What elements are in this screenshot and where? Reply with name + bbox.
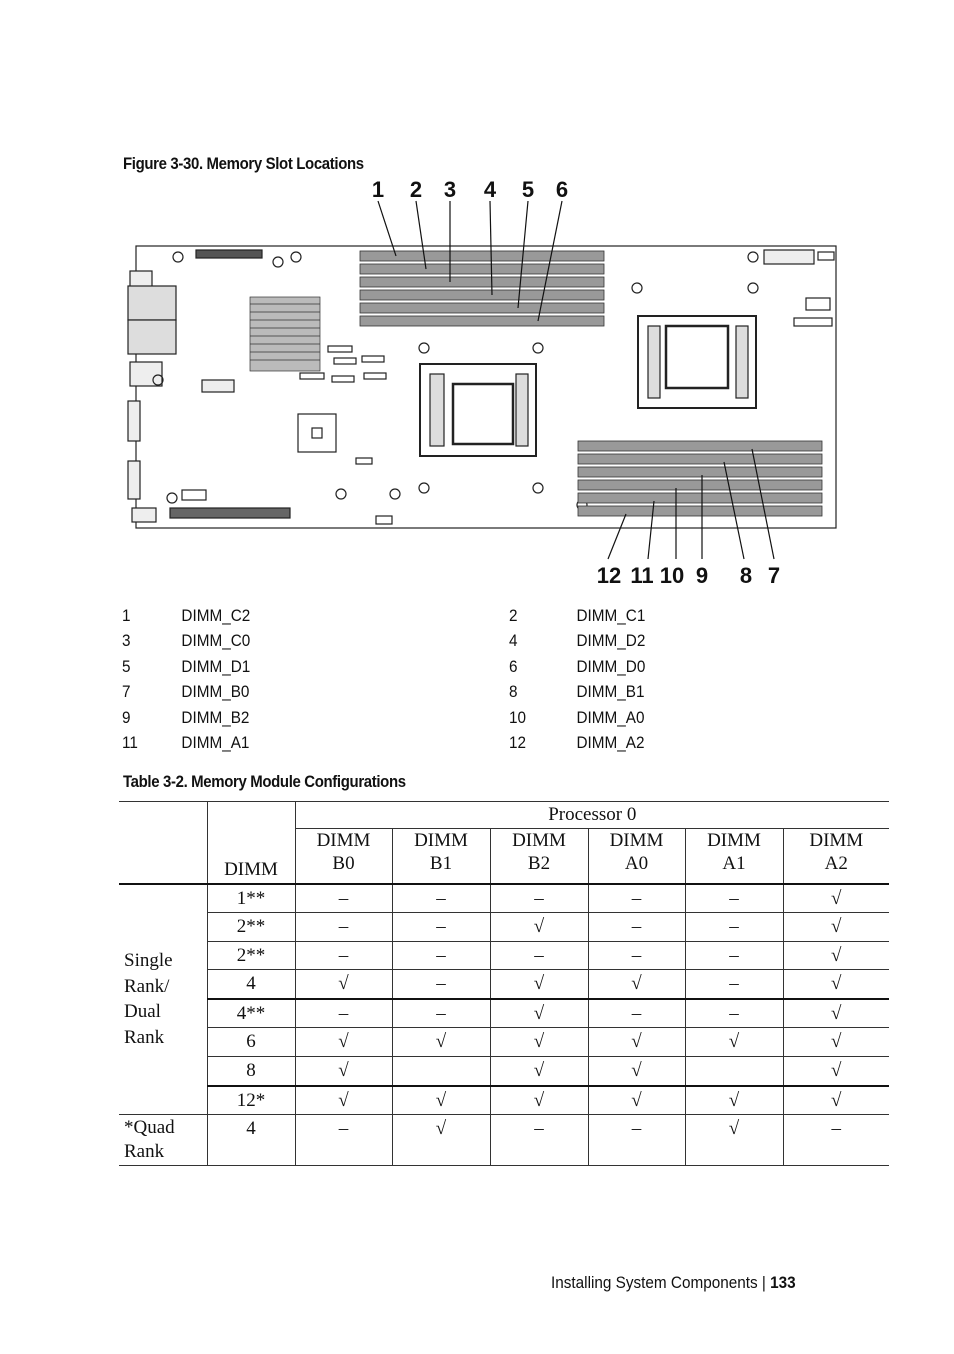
legend-row — [122, 732, 645, 758]
slot-population-cell: – — [392, 999, 490, 1028]
slot-population-cell: – — [295, 941, 392, 970]
slot-population-cell: – — [392, 970, 490, 999]
table-row — [119, 970, 889, 999]
page-footer — [551, 1273, 796, 1293]
callout-label: 12 — [596, 563, 622, 588]
slot-population-cell: √ — [783, 884, 889, 913]
sata-connector — [202, 380, 234, 392]
slot-population-cell: √ — [295, 1028, 392, 1057]
slot-population-cell — [685, 1057, 783, 1086]
table-row — [119, 1028, 889, 1057]
power-connector — [764, 250, 814, 264]
rank-label-line: Dual — [124, 1001, 161, 1023]
cpu-socket-1 — [420, 364, 536, 456]
slot-population-cell: √ — [588, 970, 685, 999]
cpu-socket-2 — [638, 316, 756, 408]
slot-population-cell: √ — [685, 1086, 783, 1115]
slot-population-cell: – — [685, 884, 783, 913]
callout-label: 2 — [409, 177, 423, 202]
column-header-a0: DIMM A0 — [588, 829, 685, 884]
callout-label: 1 — [371, 177, 385, 202]
chipset-heatsink — [250, 297, 320, 371]
slot-population-cell: – — [295, 1115, 392, 1166]
footer-separator: | — [761, 1273, 766, 1292]
slot-population-cell: √ — [490, 1028, 588, 1057]
slot-population-cell: √ — [783, 1086, 889, 1115]
slot-population-cell: – — [295, 913, 392, 942]
slot-population-cell — [392, 1057, 490, 1086]
table-header-row — [119, 802, 889, 829]
slot-population-cell: – — [588, 941, 685, 970]
callout-label: 3 — [443, 177, 457, 202]
dimm-count: 12* — [207, 1086, 295, 1115]
figure-caption: Figure 3-30. Memory Slot Locations — [123, 154, 364, 173]
legend-number: 7 — [122, 682, 131, 702]
legend-slot-name: DIMM_C1 — [576, 606, 646, 625]
column-header-b2: DIMM B2 — [490, 829, 588, 884]
slot-population-cell: – — [392, 941, 490, 970]
slot-population-cell: – — [392, 884, 490, 913]
column-header-a1: DIMM A1 — [685, 829, 783, 884]
slot-population-cell: – — [490, 941, 588, 970]
table-row — [119, 999, 889, 1028]
table-row — [119, 1086, 889, 1115]
rank-group-label — [119, 1115, 207, 1166]
table-row — [119, 941, 889, 970]
legend-slot-name: DIMM_A2 — [576, 732, 645, 752]
legend-slot-name: DIMM_B0 — [181, 682, 250, 702]
dimm-count: 2** — [207, 913, 295, 942]
slot-population-cell: – — [490, 884, 588, 913]
rank-label-line: Rank/ — [124, 975, 170, 997]
io-connector — [130, 362, 162, 386]
slot-population-cell: √ — [295, 1086, 392, 1115]
slot-population-cell: √ — [783, 970, 889, 999]
slot-population-cell: √ — [490, 1086, 588, 1115]
legend-slot-name: DIMM_D1 — [181, 656, 251, 676]
slot-population-cell: √ — [588, 1086, 685, 1115]
slot-population-cell: √ — [490, 1057, 588, 1086]
callout-label: 5 — [521, 177, 535, 202]
legend-slot-name: DIMM_B2 — [181, 707, 250, 727]
legend-slot-name: DIMM_A0 — [576, 707, 645, 727]
slot-population-cell: √ — [490, 913, 588, 942]
slot-population-cell: – — [783, 1115, 889, 1166]
slot-population-cell: √ — [392, 1028, 490, 1057]
legend-slot-name: DIMM_A1 — [181, 732, 250, 752]
slot-population-cell: – — [685, 913, 783, 942]
slot-population-cell: √ — [783, 1057, 889, 1086]
table-body — [119, 884, 889, 1166]
slot-population-cell: – — [295, 999, 392, 1028]
slot-population-cell: √ — [490, 999, 588, 1028]
io-connector — [130, 271, 152, 287]
rank-label-line: Single — [124, 950, 173, 972]
legend-number: 12 — [509, 732, 527, 752]
pci-slot — [170, 508, 290, 518]
slot-population-cell: – — [295, 884, 392, 913]
slot-population-cell: √ — [685, 1028, 783, 1057]
callout-label: 11 — [630, 563, 654, 588]
legend-row — [122, 631, 646, 656]
table-row — [119, 1057, 889, 1086]
dimm-count: 6 — [207, 1028, 295, 1057]
column-header-b1: DIMM B1 — [392, 829, 490, 884]
dimm-count: 1** — [207, 884, 295, 913]
callout-label: 7 — [767, 563, 781, 588]
pci-connector — [196, 250, 262, 258]
legend-number: 11 — [122, 732, 138, 752]
table-column-header-row — [119, 829, 889, 884]
processor-header: Processor 0 — [295, 802, 889, 829]
legend-number: 9 — [122, 707, 131, 727]
slot-population-cell: √ — [392, 1086, 490, 1115]
column-header-b0: DIMM B0 — [295, 829, 392, 884]
legend-row — [122, 707, 645, 733]
legend-row — [122, 606, 646, 631]
slot-population-cell: – — [685, 941, 783, 970]
slot-population-cell: √ — [588, 1057, 685, 1086]
memory-config-table — [119, 801, 889, 1166]
legend-number: 3 — [122, 631, 131, 651]
callout-label: 4 — [483, 177, 497, 202]
legend-slot-name: DIMM_B1 — [576, 682, 645, 702]
slot-population-cell: √ — [392, 1115, 490, 1166]
legend-row — [122, 682, 645, 707]
legend-slot-name: DIMM_D0 — [576, 656, 646, 676]
callout-label: 8 — [739, 563, 753, 588]
io-connector — [128, 401, 140, 441]
dimm-count: 2** — [207, 941, 295, 970]
io-connector — [128, 320, 176, 354]
slot-population-cell: – — [588, 884, 685, 913]
footer-section-title: Installing System Components — [551, 1273, 758, 1292]
io-connector — [128, 461, 140, 499]
callout-label: 9 — [695, 563, 709, 588]
dimm-column-header: DIMM — [207, 829, 295, 884]
table-row — [119, 1115, 889, 1166]
legend-number: 6 — [509, 656, 518, 676]
callout-label: 10 — [659, 563, 685, 588]
io-connector — [132, 508, 156, 522]
legend-slot-name: DIMM_D2 — [576, 631, 646, 651]
slot-population-cell: √ — [783, 941, 889, 970]
slot-population-cell: – — [685, 999, 783, 1028]
table-row — [119, 884, 889, 913]
callout-legend — [122, 606, 682, 758]
slot-population-cell: – — [588, 999, 685, 1028]
slot-population-cell: √ — [783, 1028, 889, 1057]
slot-population-cell: – — [392, 913, 490, 942]
io-connector — [128, 286, 176, 320]
legend-number: 4 — [509, 631, 518, 651]
dimm-count: 4 — [207, 1115, 295, 1166]
slot-population-cell: √ — [685, 1115, 783, 1166]
slot-population-cell: √ — [588, 1028, 685, 1057]
page-number: 133 — [770, 1273, 796, 1292]
table-row — [119, 913, 889, 942]
rank-label-line: Rank — [124, 1026, 165, 1048]
legend-number: 1 — [122, 606, 131, 625]
column-header-a2: DIMM A2 — [783, 829, 889, 884]
slot-population-cell: – — [588, 1115, 685, 1166]
slot-population-cell: √ — [490, 970, 588, 999]
slot-population-cell: √ — [783, 999, 889, 1028]
legend-number: 5 — [122, 656, 131, 676]
slot-population-cell: – — [685, 970, 783, 999]
dimm-count: 4** — [207, 999, 295, 1028]
dimm-count: 8 — [207, 1057, 295, 1086]
slot-population-cell: √ — [295, 1057, 392, 1086]
dimm-count: 4 — [207, 970, 295, 999]
memory-slot-diagram — [120, 176, 840, 591]
legend-slot-name: DIMM_C0 — [181, 631, 251, 651]
slot-population-cell: √ — [783, 913, 889, 942]
table-caption: Table 3-2. Memory Module Configurations — [123, 772, 406, 791]
legend-row — [122, 656, 646, 682]
slot-population-cell: – — [588, 913, 685, 942]
rank-group-label — [119, 884, 207, 1115]
rank-label-line: Rank — [124, 1141, 165, 1163]
legend-number: 2 — [509, 606, 518, 625]
legend-number: 8 — [509, 682, 518, 702]
rank-label-line: *Quad — [124, 1117, 175, 1139]
slot-population-cell: √ — [295, 970, 392, 999]
legend-number: 10 — [509, 707, 527, 727]
slot-population-cell: – — [490, 1115, 588, 1166]
legend-slot-name: DIMM_C2 — [181, 606, 251, 625]
callout-label: 6 — [555, 177, 569, 202]
